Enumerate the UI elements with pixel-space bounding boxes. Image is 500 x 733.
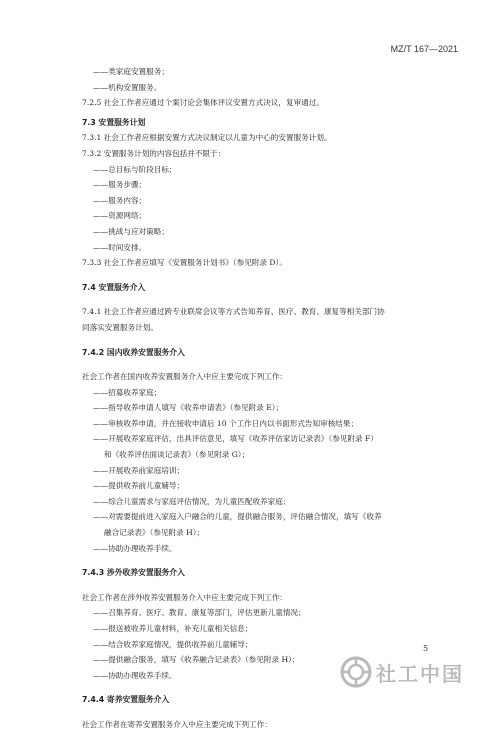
list-item: ——对需要提前进入家庭入户融合的儿童，提供融合服务，评估融合情况，填写《收养	[93, 512, 382, 522]
spacer	[82, 708, 442, 717]
watermark	[340, 656, 464, 688]
spacer	[82, 360, 442, 369]
list-item: ——总目标与阶段目标；	[93, 164, 177, 174]
spacer	[82, 581, 442, 590]
list-item: ——类家庭安置服务；	[93, 67, 169, 76]
list-item: ——提供融合服务，填写《收养融合记录表》（参见附录 H）；	[93, 655, 300, 665]
list-item: ——机构安置服务。	[93, 82, 162, 92]
list-item: ——协助办理收养手续。	[93, 670, 177, 680]
section-heading: 7.4.3 涉外收养安置服务介入	[82, 568, 185, 578]
list-item: ——时间安排。	[93, 242, 147, 252]
paragraph-line: 7.3.1 社会工作者应根据安置方式决议制定以儿童为中心的安置服务计划。	[82, 133, 332, 143]
spacer	[82, 556, 442, 565]
paragraph-line: 社会工作者在国内收养安置服务介入中应主要完成下列工作：	[82, 372, 288, 382]
list-item: ——指导收养申请人填写《收养申请表》（参见附录 E）；	[93, 403, 284, 413]
list-item: ——服务步骤；	[93, 180, 147, 190]
spacer	[82, 295, 442, 304]
paragraph-line: 7.3.2 安置服务计划的内容包括并不限于：	[82, 148, 226, 158]
section-heading: 7.3 安置服务计划	[82, 117, 146, 127]
section-heading: 7.4 安置服务介入	[82, 282, 146, 292]
paragraph-line: 同落实安置服务计划。	[82, 322, 158, 332]
list-item: ——召集养育、医疗、教育、康复等部门，评估更新儿童情况；	[93, 608, 306, 618]
list-item: ——报送被收养儿童材料，补充儿童相关信息；	[93, 624, 253, 633]
watermark-text: 社工中国	[376, 661, 464, 686]
paragraph-line: 7.3.3 社会工作者应填写《安置服务计划书》（参见附录 D）。	[82, 258, 287, 268]
page-number: 5	[423, 644, 429, 653]
list-item: ——开展收养家庭评估，出具评估意见，填写《收养评估家访记录表》（参见附录 F）	[93, 434, 378, 444]
spacer	[82, 336, 442, 345]
list-item: ——资源网络；	[93, 211, 147, 221]
list-item: ——挑战与应对策略；	[93, 226, 169, 236]
list-item: ——综合儿童需求与家庭评估情况，为儿童匹配收养家庭；	[93, 496, 291, 506]
section-heading: 7.4.2 国内收养安置服务介入	[82, 347, 185, 357]
list-item: ——招募收养家庭；	[93, 387, 162, 397]
list-item: ——结合收养家庭情况，提供收养前儿童辅导；	[93, 639, 253, 649]
list-item: ——协助办理收养手续。	[93, 543, 177, 553]
list-item: ——审核收养申请，并在接收申请后 10 个工作日内以书面形式告知审核结果；	[93, 418, 359, 428]
list-item: ——服务内容；	[93, 195, 147, 205]
list-item-continuation: 融合记录表》（参见附录 H）；	[104, 528, 205, 538]
spacer	[82, 271, 442, 280]
paragraph-line: 7.2.5 社会工作者应通过个案讨论会集体评议安置方式决议，复审通过。	[82, 98, 324, 108]
list-item: ——开展收养前家庭培训；	[93, 465, 185, 475]
paragraph-line: 7.4.1 社会工作者应通过跨专业联席会议等方式告知养育、医疗、教育、康复等相关部门协	[82, 307, 385, 317]
paragraph-line: 社会工作者在寄养安置服务介入中应主要完成下列工作：	[82, 719, 272, 729]
social-work-logo-icon	[340, 656, 372, 688]
paragraph-line: 社会工作者在涉外收养安置服务介入中应主要完成下列工作：	[82, 592, 288, 602]
document-body	[82, 64, 442, 733]
standard-code: MZ/T 167—2021	[390, 44, 458, 54]
section-heading: 7.4.4 寄养安置服务介入	[82, 695, 170, 705]
list-item: ——提供收养前儿童辅导；	[93, 481, 185, 491]
list-item-continuation: 和《收养评估面谈记录表》（参见附录 G）；	[104, 450, 250, 460]
